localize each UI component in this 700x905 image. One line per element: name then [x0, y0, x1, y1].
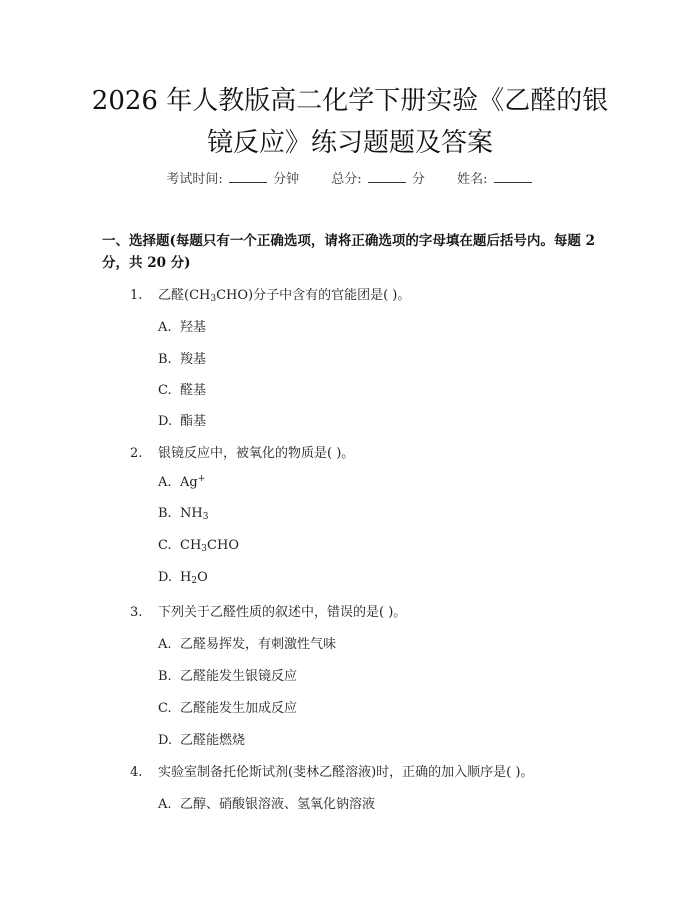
option-text: CH — [180, 538, 202, 553]
option-3b — [158, 665, 297, 684]
option-letter: A. — [158, 475, 172, 490]
exam-time — [166, 168, 299, 187]
option-text-post: CHO — [207, 538, 239, 553]
option-letter: D. — [158, 733, 173, 748]
option-text: 乙醇、硝酸银溶液、氢氧化钠溶液 — [180, 797, 376, 812]
question-stem: 实验室制备托伦斯试剂(斐林乙醛溶液)时，正确的加入顺序是( )。 — [158, 765, 534, 780]
option-1c — [158, 379, 206, 398]
title-line-1: 2026 年人教版高二化学下册实验《乙醛的银 — [91, 86, 609, 116]
question-stem-sub: 3 — [210, 294, 217, 304]
option-text: Ag — [180, 475, 198, 490]
question-number: 3. — [130, 605, 143, 620]
question-stem-post: CHO)分子中含有的官能团是( )。 — [216, 288, 411, 303]
option-text: 乙醛能发生银镜反应 — [180, 669, 298, 684]
option-subscript: 2 — [191, 576, 198, 586]
option-letter: D. — [158, 570, 173, 585]
option-letter: D. — [158, 414, 173, 429]
question-stem: 银镜反应中，被氧化的物质是( )。 — [158, 446, 355, 461]
time-blank[interactable] — [229, 170, 267, 183]
option-letter: A. — [158, 797, 172, 812]
question-number: 2. — [130, 446, 143, 461]
question-number: 1. — [130, 288, 143, 303]
time-label: 考试时间: — [166, 172, 223, 187]
option-letter: B. — [158, 506, 172, 521]
option-subscript: 3 — [202, 512, 209, 522]
option-text: 乙醛能发生加成反应 — [180, 701, 298, 716]
title-line-2: 镜反应》练习题题及答案 — [206, 128, 493, 158]
total-score — [331, 168, 425, 187]
option-letter: B. — [158, 352, 172, 367]
option-letter: A. — [158, 320, 172, 335]
option-letter: B. — [158, 669, 172, 684]
name-label: 姓名: — [457, 172, 488, 187]
score-blank[interactable] — [368, 170, 406, 183]
option-text: 羧基 — [180, 352, 207, 367]
option-3c — [158, 697, 297, 716]
question-stem: 下列关于乙醛性质的叙述中，错误的是( )。 — [158, 605, 407, 620]
option-superscript: + — [197, 474, 206, 484]
option-3d — [158, 729, 245, 748]
exam-meta — [0, 168, 700, 187]
option-text-post: O — [197, 570, 208, 585]
option-text: 乙醛能燃烧 — [180, 733, 246, 748]
section-heading: 一、选择题(每题只有一个正确选项，请将正确选项的字母填在题后括号内。每题 2 分，共 20 分) — [102, 233, 595, 271]
option-letter: C. — [158, 538, 172, 553]
option-2b — [158, 506, 208, 522]
score-label: 总分: — [331, 172, 362, 187]
option-1a — [158, 316, 206, 335]
option-text: 乙醛易挥发，有刺激性气味 — [180, 637, 337, 652]
question-2 — [130, 442, 354, 461]
option-text: NH — [180, 506, 203, 521]
question-3 — [130, 601, 406, 620]
question-stem-pre: 乙醛(CH — [158, 288, 211, 303]
option-4a — [158, 793, 375, 812]
option-2c — [158, 538, 239, 554]
option-1d — [158, 410, 206, 429]
time-unit: 分钟 — [273, 172, 300, 187]
option-text: H — [180, 570, 192, 585]
option-1b — [158, 348, 206, 367]
option-2a — [158, 474, 205, 490]
document-title — [60, 80, 640, 164]
option-subscript: 3 — [201, 544, 208, 554]
option-3a — [158, 633, 336, 652]
question-1 — [130, 284, 410, 304]
name-blank[interactable] — [494, 170, 532, 183]
option-2d — [158, 570, 208, 586]
option-letter: C. — [158, 383, 172, 398]
option-letter: A. — [158, 637, 172, 652]
option-text: 羟基 — [180, 320, 207, 335]
question-4 — [130, 761, 533, 780]
student-name — [457, 168, 534, 187]
score-unit: 分 — [411, 172, 425, 187]
option-text: 醛基 — [180, 383, 207, 398]
option-text: 酯基 — [180, 414, 207, 429]
question-number: 4. — [130, 765, 143, 780]
option-letter: C. — [158, 701, 172, 716]
